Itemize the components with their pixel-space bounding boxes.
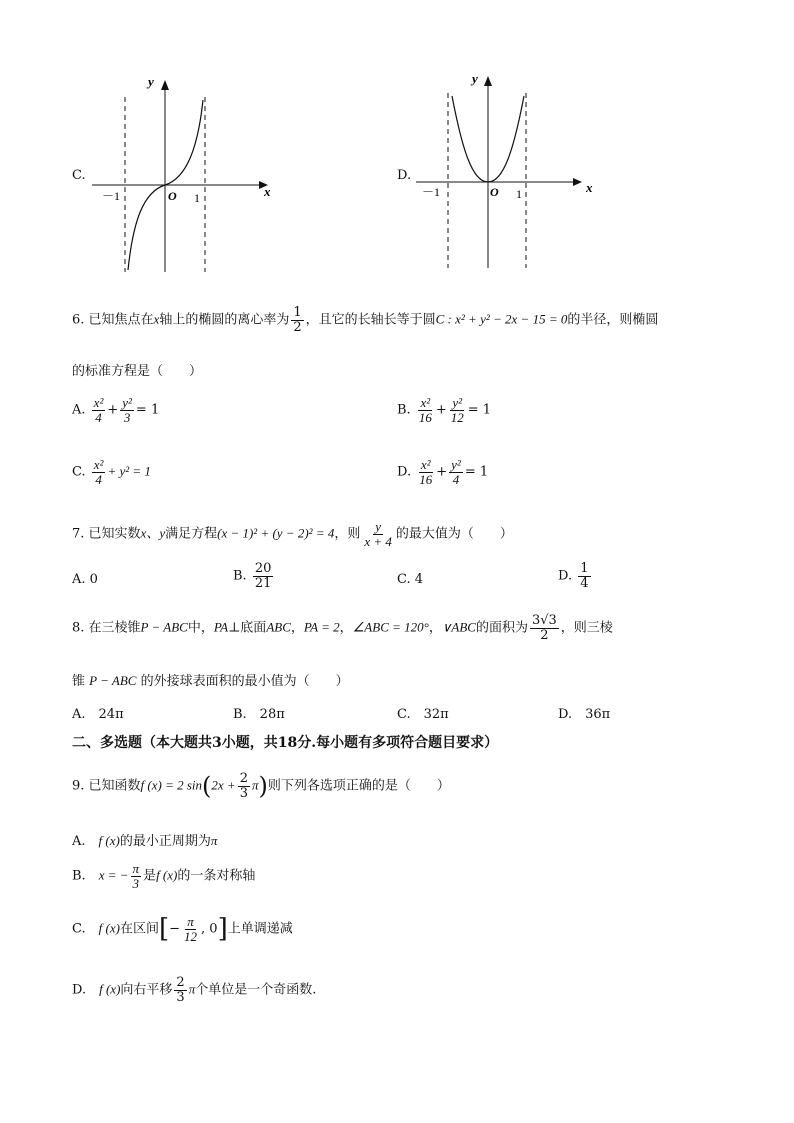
q6-option-a: A. $\frac{\text{x²}}{4}$ + $\frac{\text{y²}}{3}$ = 1 — [72, 395, 160, 425]
origin-label: O — [168, 189, 177, 203]
neg-one-label: －1 — [102, 189, 121, 203]
q7-stem: 7. 已知实数x、y满足方程(x − 1)² + (y − 2)² = 4，则 $\frac{y}{x + 4}$ 的最大值为（ ） — [72, 519, 513, 549]
y-axis-arrow — [161, 80, 169, 90]
y-label: y — [472, 71, 478, 86]
q6-option-c: C. $\frac{\text{x²}}{4}$ + y² = 1 — [72, 457, 151, 487]
origin-label: O — [490, 185, 499, 199]
option-d-label: D. — [397, 168, 412, 183]
pos-one-label: 1 — [516, 187, 522, 201]
section-heading: 二、多选题（本大题共3小题，共18分.每小题有多项符合题目要求） — [72, 735, 499, 751]
q7-option-c: C. 4 — [397, 572, 424, 587]
x-label: x — [586, 180, 593, 195]
q7-option-b: B. $\frac{20}{21}$ — [233, 561, 272, 591]
q6-stem: 6. 已知焦点在x轴上的椭圆的离心率为 $\frac{1}{2}$ ，且它的长轴长等于圆C : x² + y² − 2x − 15 = 0的半径，则椭圆 — [72, 305, 659, 335]
q8-stem: 8. 在三棱锥P − ABC中，PA⊥底面ABC，PA = 2，∠ABC = 120°，∨ABC的面积为 $\frac{3√3}{2}$ ，则三棱 — [72, 613, 613, 643]
graph-d — [412, 68, 602, 278]
q8-stem-line2: 锥 P − ABC 的外接球表面积的最小值为（ ） — [72, 673, 349, 689]
q9-option-b: B. x = − $\frac{\pi}{3}$ 是f (x)的一条对称轴 — [72, 861, 256, 891]
q7-option-d: D. $\frac{1}{4}$ — [558, 561, 589, 591]
x-label: x — [264, 184, 271, 199]
q8-option-b: B. 28π — [233, 707, 285, 722]
q8-option-a: A. 24π — [72, 707, 124, 722]
q9-option-d: D. f (x)向右平移 $\frac{2}{3}$ π个单位是一个奇函数. — [72, 975, 317, 1005]
q9-option-a: A. f (x)的最小正周期为π — [72, 833, 218, 849]
option-c-label: C. — [72, 168, 86, 183]
q9-option-c: C. f (x)在区间[− $\frac{\pi}{12}$ , 0]上单调递减 — [72, 913, 293, 944]
x-axis-arrow — [573, 178, 582, 186]
q6-stem-line2: 的标准方程是（ ） — [72, 364, 203, 379]
q9-stem: 9. 已知函数f (x) = 2 sin(2x + $\frac{2}{3}$ π)则下列各选项正确的是（ ） — [72, 771, 450, 801]
q7-option-a: A. 0 — [72, 572, 98, 587]
y-label: y — [148, 74, 154, 89]
q8-option-c: C. 32π — [397, 707, 449, 722]
pos-one-label: 1 — [194, 191, 200, 205]
q6-option-b: B. $\frac{\text{x²}}{16}$ + $\frac{\text{y²}}{12}$ = 1 — [397, 395, 492, 425]
y-axis-arrow — [484, 76, 492, 86]
q6-option-d: D. $\frac{\text{x²}}{16}$ + $\frac{\text{y²}}{4}$ = 1 — [397, 457, 489, 487]
neg-one-label: －1 — [422, 185, 441, 199]
graph-c — [88, 72, 278, 282]
q8-option-d: D. 36π — [558, 707, 611, 722]
